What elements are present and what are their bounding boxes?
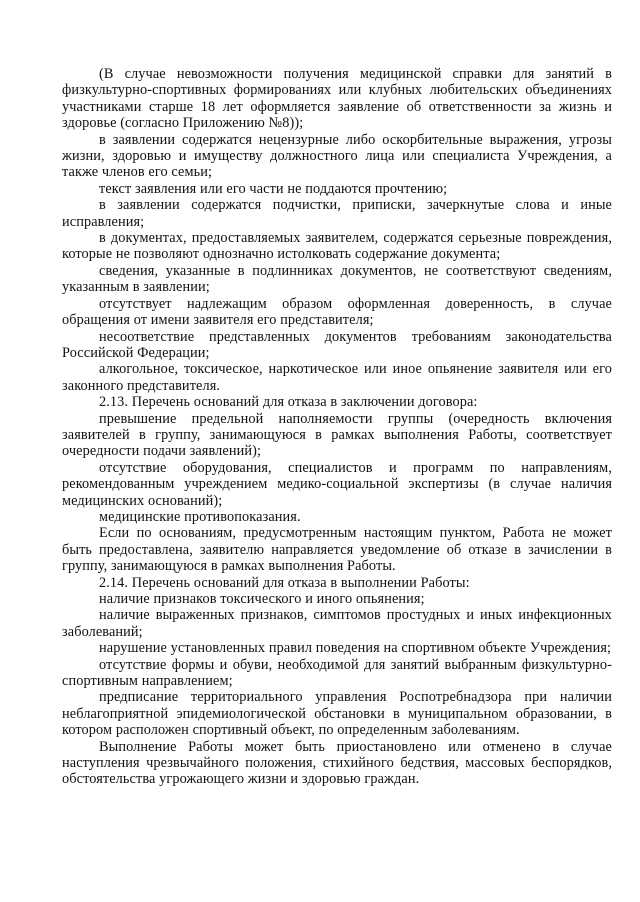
paragraph-legal-noncompliance: несоответствие представленных документов требованиям законодательства Российской Федерации; [62,328,612,361]
paragraph-contraindications: медицинские противопоказания. [99,508,301,525]
paragraph-corrections: в заявлении содержатся подчистки, приписки, зачеркнутые слова и иные исправления; [62,197,612,230]
section-heading-2-14: 2.14. Перечень оснований для отказа в выполнении Работы: [99,574,470,591]
paragraph-medical-certificate-note: (В случае невозможности получения медицинской справки для занятий в физкультурно-спортивных формированиях или клубных любительских объединениях участниками старше 18 лет оформляется заявление об ответственности за жизнь и здоровье (согласно Приложению №8)); [62,66,612,132]
paragraph-suspension-conditions: Выполнение Работы может быть приостановлено или отменено в случае наступления чрезвычайного положения, стихийного бедствия, массовых беспорядков, обстоятельства угрожающего жизни и здоровью граждан. [62,738,612,788]
paragraph-intoxication: алкогольное, токсическое, наркотическое или иное опьянение заявителя или его законного представителя. [62,361,612,394]
paragraph-rospotrebnadzor-order: предписание территориального управления Роспотребнадзора при наличии неблагоприятной эпидемиологической обстановки в муниципальном образовании, в котором расположен спортивный объект, по определенным заболеваниям. [62,689,612,739]
document-page [62,66,612,788]
paragraph-no-equipment: отсутствие оборудования, специалистов и программ по направлениям, рекомендованным учреждением медико-социальной экспертизы (в случае наличия медицинских оснований); [62,459,612,509]
paragraph-rules-violation: нарушение установленных правил поведения на спортивном объекте Учреждения; [99,640,612,657]
paragraph-unreadable-text: текст заявления или его части не поддаются прочтению; [99,180,448,197]
paragraph-obscene-language: в заявлении содержатся нецензурные либо оскорбительные выражения, угрозы жизни, здоровью и имуществу должностного лица или специалиста Учреждения, а также членов его семьи; [62,131,612,181]
paragraph-data-mismatch: сведения, указанные в подлинниках документов, не соответствуют сведениям, указанным в заявлении; [62,262,612,296]
paragraph-refusal-notice: Если по основаниям, предусмотренным настоящим пунктом, Работа не может быть предоставлена, заявителю направляется уведомление об отказе в зачислении в группу, занимающуюся в рамках выполнения Работы. [62,525,612,575]
paragraph-missing-power-of-attorney: отсутствует надлежащим образом оформленная доверенность, в случае обращения от имени заявителя его представителя; [62,295,612,329]
section-heading-2-13: 2.13. Перечень оснований для отказа в заключении договора: [99,394,478,411]
paragraph-no-sportswear: отсутствие формы и обуви, необходимой для занятий выбранным физкультурно-спортивным направлением; [62,656,612,690]
paragraph-damaged-documents: в документах, предоставляемых заявителем, содержатся серьезные повреждения, которые не позволяют однозначно истолковать содержание документа; [62,230,612,263]
paragraph-intoxication-signs: наличие признаков токсического и иного опьянения; [99,591,425,607]
paragraph-group-capacity: превышение предельной наполняемости группы (очередность включения заявителей в группу, занимающуюся в рамках выполнения Работы, соответствует очередности подачи заявлений); [62,410,612,460]
paragraph-illness-symptoms: наличие выраженных признаков, симптомов простудных и иных инфекционных заболеваний; [62,607,612,640]
